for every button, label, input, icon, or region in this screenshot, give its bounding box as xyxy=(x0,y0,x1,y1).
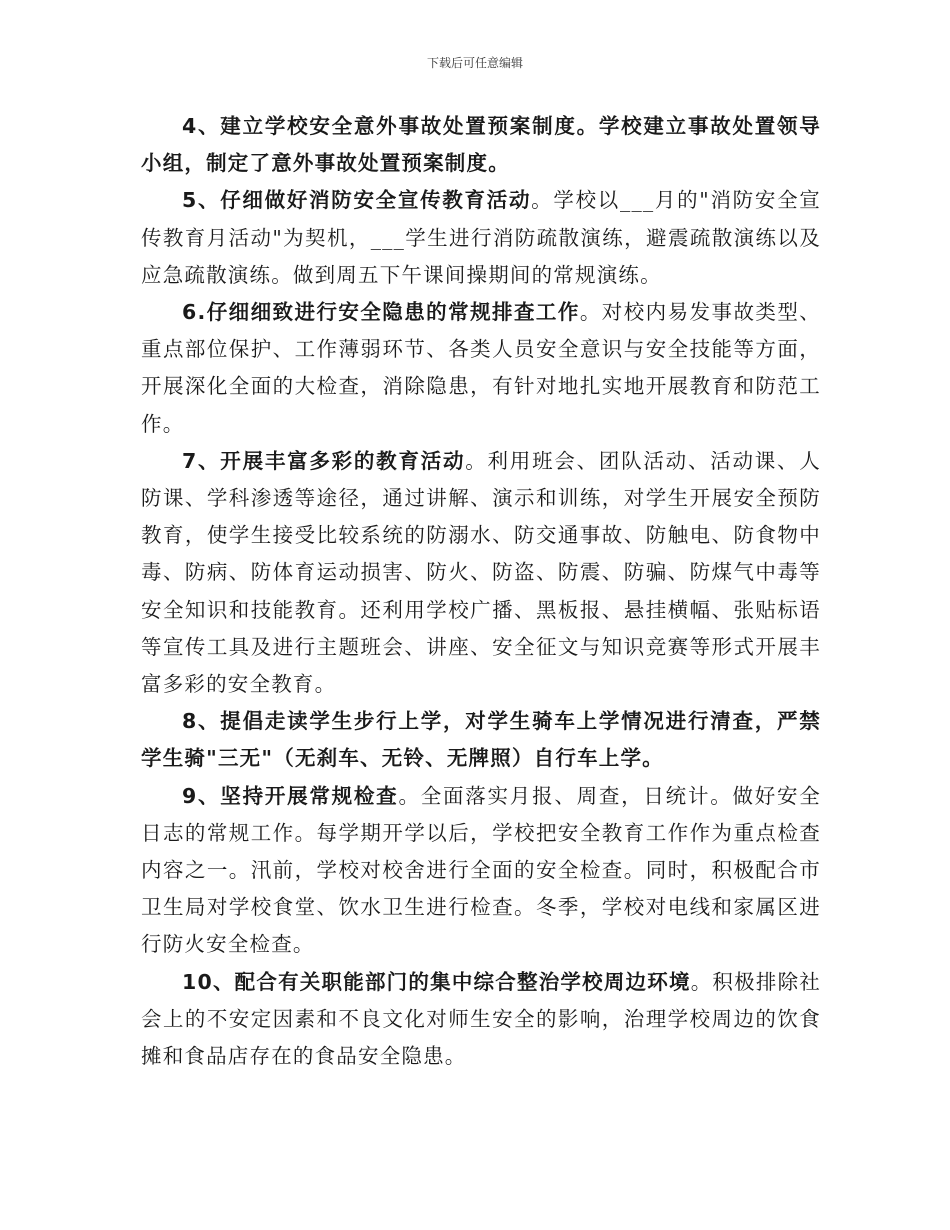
document-body xyxy=(141,108,821,1075)
page-header: 下载后可任意编辑 xyxy=(426,56,523,70)
paragraph-6 xyxy=(141,294,821,443)
paragraph-5-heading: 5、仔细做好消防安全宣传教育活动 xyxy=(182,188,532,213)
paragraph-8 xyxy=(141,703,821,777)
paragraph-6-heading: 6.仔细细致进行安全隐患的常规排查工作 xyxy=(182,300,580,325)
paragraph-7-body: 。利用班会、团队活动、活动课、人防课、学科渗透等途径，通过讲解、演示和训练，对学生开展安全预防教育，使学生接受比较系统的防溺水、防交通事故、防触电、防食物中毒、防病、防体育运动损害、防火、防盗、防震、防骗、防煤气中毒等安全知识和技能教育。还利用学校广播、黑板报、悬挂横幅、张贴标语等宣传工具及进行主题班会、讲座、安全征文与知识竞赛等形式开展丰富多彩的安全教育。 xyxy=(141,448,821,697)
paragraph-10 xyxy=(141,964,821,1076)
paragraph-4-heading: 4、建立学校安全意外事故处置预案制度。学校建立事故处置领导小组，制定了意外事故处置预案制度。 xyxy=(141,114,821,176)
paragraph-7-heading: 7、开展丰富多彩的教育活动 xyxy=(182,448,466,473)
paragraph-5-body: 。学校以___月的"消防安全宣传教育月活动"为契机，___学生进行消防疏散演练，避震疏散演练以及应急疏散演练。做到周五下午课间操期间的常规演练。 xyxy=(141,188,821,287)
paragraph-9 xyxy=(141,778,821,964)
paragraph-5 xyxy=(141,182,821,294)
paragraph-7 xyxy=(141,443,821,703)
paragraph-6-body: 。对校内易发事故类型、重点部位保护、工作薄弱环节、各类人员安全意识与安全技能等方面，开展深化全面的大检查，消除隐患，有针对地扎实地开展教育和防范工作。 xyxy=(141,300,821,436)
paragraph-9-body: 。全面落实月报、周查，日统计。做好安全日志的常规工作。每学期开学以后，学校把安全教育工作作为重点检查内容之一。汛前，学校对校舍进行全面的安全检查。同时，积极配合市卫生局对学校食堂、饮水卫生进行检查。冬季，学校对电线和家属区进行防火安全检查。 xyxy=(141,783,821,957)
paragraph-10-heading: 10、配合有关职能部门的集中综合整治学校周边环境 xyxy=(182,969,691,994)
paragraph-8-heading: 8、提倡走读学生步行上学，对学生骑车上学情况进行清查，严禁学生骑"三无"（无刹车、无铃、无牌照）自行车上学。 xyxy=(141,709,821,771)
paragraph-10-body: 。积极排除社会上的不安定因素和不良文化对师生安全的影响，治理学校周边的饮食摊和食品店存在的食品安全隐患。 xyxy=(141,969,822,1069)
paragraph-4 xyxy=(141,108,821,182)
paragraph-9-heading: 9、坚持开展常规检查 xyxy=(182,783,399,808)
